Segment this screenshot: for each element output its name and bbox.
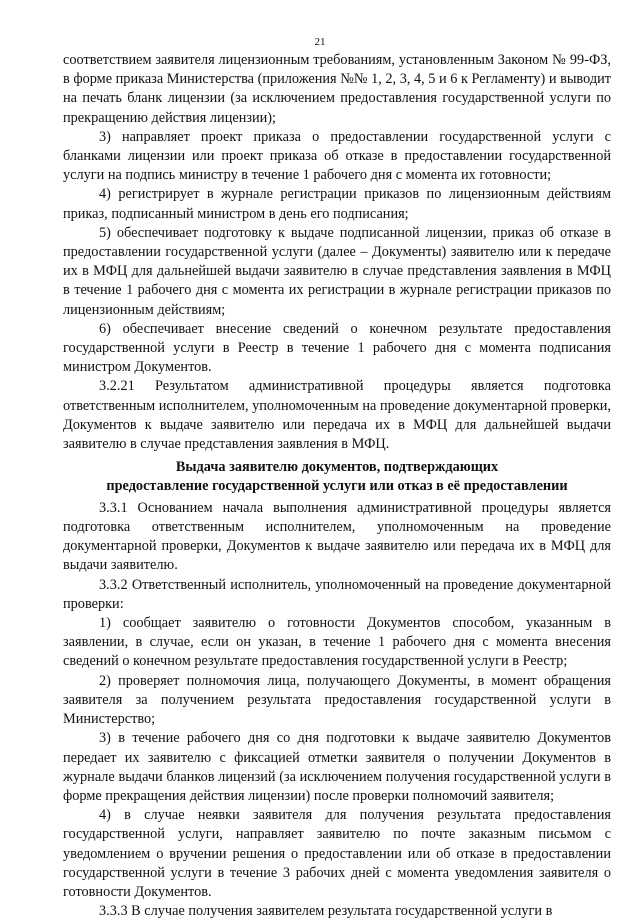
list-item-3: 3) направляет проект приказа о предоставлении государственной услуги с бланками лицензии или проект приказа об отказе в предоставлении государственной услуги на подпись министру в течение 1 рабочего дня с момента их готовности;	[63, 128, 611, 184]
section-heading-line-1: Выдача заявителю документов, подтверждающих	[175, 459, 499, 476]
list-item-3b: 3) в течение рабочего дня со дня подготовки к выдаче заявителю Документов передает их заявителю с фиксацией отметки заявителя о получении Документов в журнале выдачи бланков лицензий (за исключением получения государственной услуги в форме прекращения действия лицензии) после проверки полномочий заявителя;	[63, 730, 611, 804]
list-item-5: 5) обеспечивает подготовку к выдаче подписанной лицензии, приказ об отказе в предоставлении государственной услуги (далее – Документы) заявителю или к передаче их в МФЦ для дальнейшей выдачи заявителю в случае представления заявления в МФЦ в течение 1 рабочего дня с момента их регистрации в журнале регистрации приказов по лицензионным действиям;	[63, 224, 611, 318]
paragraph-3-2-21: 3.2.21 Результатом административной процедуры является подготовка ответственным исполнителем, уполномоченным на проведение документарной проверки, Документов к выдаче заявителю или передача их в МФЦ для дальнейшей выдачи заявителю в случае представления заявления в МФЦ.	[63, 378, 611, 453]
paragraph-continuation: соответствием заявителя лицензионным требованиям, установленным Законом № 99-ФЗ, в форме приказа Министерства (приложения №№ 1, 2, 3, 4, 5 и 6 к Регламенту) и выводит на печать бланк лицензии (за исключением предоставления государственной услуги по прекращению действия лицензии);	[63, 52, 611, 126]
section-heading	[63, 458, 611, 496]
section-heading-line-2: предоставление государственной услуги или отказ в её предоставлении	[106, 478, 568, 495]
list-item-2: 2) проверяет полномочия лица, получающего Документы, в момент обращения заявителя за получением результата предоставления государственной услуги в Министерство;	[63, 672, 611, 728]
page-number: 21	[314, 36, 326, 48]
list-item-4b: 4) в случае неявки заявителя для получения результата предоставления государственной услуги, направляет заявителю по почте заказным письмом с уведомлением о вручении решения о предоставлении или об отказе в предоставлении государственной услуги в течение 3 рабочих дней с момента уведомления заявителя о готовности Документов.	[63, 807, 611, 900]
list-item-1: 1) сообщает заявителю о готовности Документов способом, указанным в заявлении, в случае, если он указан, в течение 1 рабочего дня с момента внесения сведений о конечном результате предоставления государственной услуги в Реестр;	[63, 615, 611, 670]
paragraph-3-3-2: 3.3.2 Ответственный исполнитель, уполномоченный на проведение документарной проверки:	[63, 576, 611, 612]
paragraph-3-3-3: 3.3.3 В случае получения заявителем результата государственной услуги в	[99, 903, 553, 920]
paragraph-3-3-1: 3.3.1 Основанием начала выполнения административной процедуры является подготовка ответственным исполнителем, уполномоченным на проведение документарной проверки, Документов к выдаче заявителю или передача их в МФЦ для выдачи заявителю.	[63, 499, 611, 574]
list-item-4: 4) регистрирует в журнале регистрации приказов по лицензионным действиям приказ, подписанный министром в день его подписания;	[63, 186, 611, 222]
list-item-6: 6) обеспечивает внесение сведений о конечном результате предоставления государственной услуги в Реестр в течение 1 рабочего дня с момента подписания министром Документов.	[63, 320, 611, 376]
document-body	[63, 51, 611, 921]
